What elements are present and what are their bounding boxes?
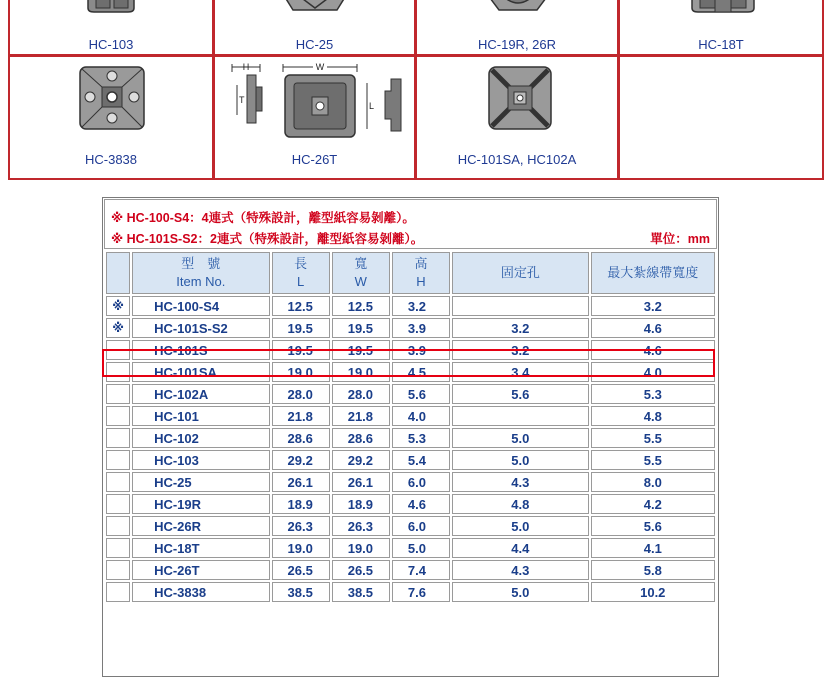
item-no-cell: HC-18T [132,538,269,558]
spec-table-panel [102,197,719,677]
row-mark [106,362,130,382]
cable-tie-mount-image [620,0,823,24]
height-cell: 5.6 [392,384,450,404]
width-cell: 18.9 [332,494,390,514]
height-cell: 5.3 [392,428,450,448]
note-model: HC-101S-S2 [126,232,198,246]
max-tie-width-cell: 8.0 [591,472,715,492]
width-cell: 19.5 [332,340,390,360]
width-cell: 29.2 [332,450,390,470]
note-line-2 [111,229,423,247]
header-height: 高 H [392,252,450,294]
mounting-hole-cell: 5.0 [452,428,588,448]
table-row [106,450,715,470]
item-no-cell: HC-102A [132,384,269,404]
table-row [106,384,715,404]
note-text: ：2連式（特殊設計，離型紙容易剝離）。 [197,232,424,246]
product-caption: HC-3838 [84,152,138,167]
product-gallery [8,0,824,180]
row-mark [106,384,130,404]
length-cell: 26.1 [272,472,330,492]
mounting-hole-cell [452,406,588,426]
height-cell: 4.6 [392,494,450,514]
max-tie-width-cell: 5.8 [591,560,715,580]
mounting-hole-cell: 4.4 [452,538,588,558]
table-row [106,582,715,602]
dim-l-label: L [369,101,375,111]
unit-label: 單位：mm [650,232,710,246]
note-text: ：4連式（特殊設計，離型紙容易剝離）。 [189,211,415,225]
height-cell: 5.0 [392,538,450,558]
product-cell-hc-3838[interactable] [9,56,213,179]
length-cell: 19.0 [272,362,330,382]
mounting-hole-cell: 5.0 [452,450,588,470]
row-mark [106,340,130,360]
item-no-cell: HC-100-S4 [132,296,269,316]
max-tie-width-cell: 3.2 [591,296,715,316]
dim-h-label: H [242,62,250,72]
mounting-hole-cell: 4.3 [452,560,588,580]
header-mark [106,252,130,294]
max-tie-width-cell: 4.6 [591,340,715,360]
length-cell: 19.5 [272,318,330,338]
header-mounting-hole: 固定孔 [452,252,588,294]
width-cell: 19.0 [332,538,390,558]
max-tie-width-cell: 5.5 [591,428,715,448]
product-cell-hc-103[interactable] [9,0,213,55]
length-cell: 28.0 [272,384,330,404]
max-tie-width-cell: 5.3 [591,384,715,404]
item-no-cell: HC-101SA [132,362,269,382]
mounting-hole-cell: 3.2 [452,340,588,360]
note-model: HC-100-S4 [126,211,190,225]
product-cell-hc-101sa-hc102a[interactable] [416,56,618,179]
width-cell: 21.8 [332,406,390,426]
spec-notes [104,199,717,249]
dim-w-label: W [315,62,325,72]
row-mark [106,560,130,580]
table-row [106,538,715,558]
length-cell: 12.5 [272,296,330,316]
note-mark: ※ [111,211,127,225]
table-row [106,494,715,514]
row-mark [106,472,130,492]
table-row [106,406,715,426]
row-mark: ※ [106,318,130,338]
height-cell: 4.0 [392,406,450,426]
length-cell: 18.9 [272,494,330,514]
row-mark [106,538,130,558]
width-cell: 12.5 [332,296,390,316]
width-cell: 38.5 [332,582,390,602]
product-caption: HC-103 [88,37,134,52]
width-cell: 26.3 [332,516,390,536]
dim-t-label: T [239,95,245,105]
height-cell: 7.6 [392,582,450,602]
max-tie-width-cell: 4.2 [591,494,715,514]
product-cell-hc-18t[interactable] [619,0,823,55]
item-no-cell: HC-25 [132,472,269,492]
max-tie-width-cell: 5.5 [591,450,715,470]
height-cell: 5.4 [392,450,450,470]
row-mark [106,406,130,426]
note-line-1 [111,208,415,226]
cable-tie-mount-image [10,57,213,147]
width-cell: 26.5 [332,560,390,580]
length-cell: 26.5 [272,560,330,580]
row-mark [106,582,130,602]
height-cell: 6.0 [392,472,450,492]
cable-tie-mount-image [215,0,415,24]
table-header-row [106,252,715,294]
product-cell-hc-19r-26r[interactable] [416,0,618,55]
item-no-cell: HC-26T [132,560,269,580]
item-no-cell: HC-101 [132,406,269,426]
mounting-hole-cell: 4.3 [452,472,588,492]
width-cell: 19.0 [332,362,390,382]
height-cell: 7.4 [392,560,450,580]
width-cell: 28.6 [332,428,390,448]
length-cell: 29.2 [272,450,330,470]
dimension-diagram-image [215,57,415,149]
mounting-hole-cell: 5.0 [452,516,588,536]
mounting-hole-cell: 5.6 [452,384,588,404]
table-row [106,296,715,316]
height-cell: 6.0 [392,516,450,536]
row-mark [106,428,130,448]
max-tie-width-cell: 4.0 [591,362,715,382]
product-caption: HC-26T [291,152,338,167]
width-cell: 26.1 [332,472,390,492]
item-no-cell: HC-3838 [132,582,269,602]
mounting-hole-cell [452,296,588,316]
max-tie-width-cell: 4.8 [591,406,715,426]
width-cell: 19.5 [332,318,390,338]
max-tie-width-cell: 10.2 [591,582,715,602]
product-caption: HC-19R, 26R [477,37,557,52]
height-cell: 3.9 [392,340,450,360]
row-mark: ※ [106,296,130,316]
spec-table [104,250,717,604]
length-cell: 21.8 [272,406,330,426]
max-tie-width-cell: 5.6 [591,516,715,536]
height-cell: 4.5 [392,362,450,382]
product-caption: HC-25 [295,37,334,52]
row-mark [106,494,130,514]
height-cell: 3.2 [392,296,450,316]
item-no-cell: HC-26R [132,516,269,536]
length-cell: 28.6 [272,428,330,448]
table-row [106,560,715,580]
mounting-hole-cell: 3.2 [452,318,588,338]
cable-tie-mount-image [417,57,618,147]
empty-cell [619,56,823,179]
product-cell-hc-25[interactable] [214,0,415,55]
cable-tie-mount-image [417,0,618,24]
note-mark: ※ [111,232,127,246]
item-no-cell: HC-101S-S2 [132,318,269,338]
length-cell: 19.5 [272,340,330,360]
table-row [106,472,715,492]
product-caption: HC-101SA, HC102A [457,152,577,167]
item-no-cell: HC-19R [132,494,269,514]
mounting-hole-cell: 3.4 [452,362,588,382]
product-caption: HC-18T [698,37,744,52]
width-cell: 28.0 [332,384,390,404]
header-width: 寬 W [332,252,390,294]
header-length: 長 L [272,252,330,294]
table-row [106,318,715,338]
header-max-tie-width: 最大紮線帶寬度 [591,252,715,294]
table-row [106,340,715,360]
product-cell-hc-26t[interactable] [214,56,415,179]
height-cell: 3.9 [392,318,450,338]
mounting-hole-cell: 4.8 [452,494,588,514]
item-no-cell: HC-103 [132,450,269,470]
header-item-no: 型 號 Item No. [132,252,269,294]
length-cell: 19.0 [272,538,330,558]
mounting-hole-cell: 5.0 [452,582,588,602]
max-tie-width-cell: 4.1 [591,538,715,558]
row-mark [106,516,130,536]
cable-tie-mount-image [10,0,213,24]
item-no-cell: HC-101S [132,340,269,360]
table-row [106,362,715,382]
length-cell: 26.3 [272,516,330,536]
table-row [106,516,715,536]
length-cell: 38.5 [272,582,330,602]
row-mark [106,450,130,470]
max-tie-width-cell: 4.6 [591,318,715,338]
table-row [106,428,715,448]
item-no-cell: HC-102 [132,428,269,448]
